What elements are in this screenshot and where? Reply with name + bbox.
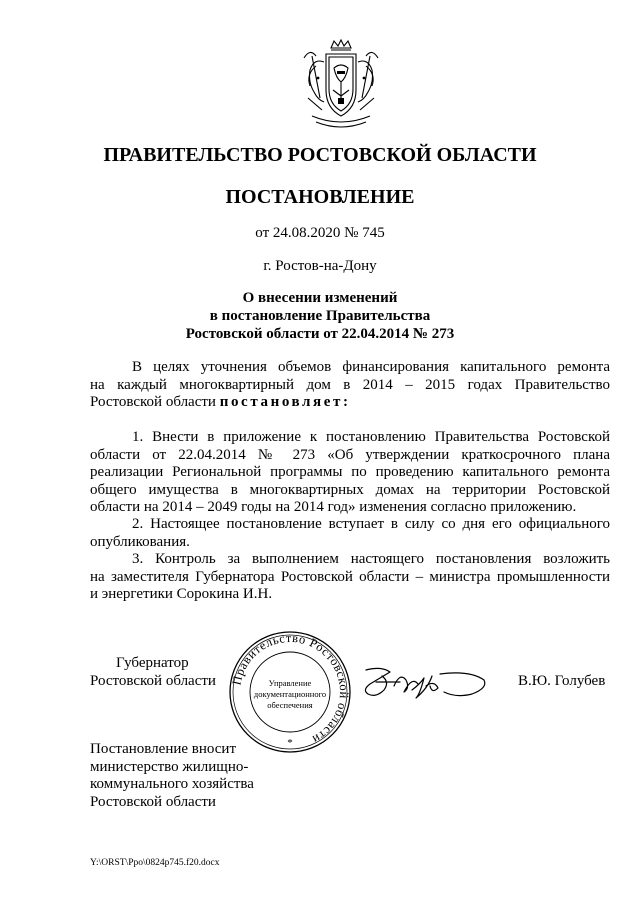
subject-line-1: О внесении изменений bbox=[242, 290, 398, 306]
point-1-line-4: общего имущества в многоквартирных домах на территории Ростовской bbox=[90, 481, 610, 498]
governor-name: В.Ю. Голубев bbox=[518, 673, 606, 689]
preamble-line-3 bbox=[90, 394, 610, 412]
point-3-paragraph bbox=[90, 551, 610, 604]
point-1-line-3: реализации Региональной программы по проведению капитального ремонта bbox=[90, 464, 610, 480]
stamp-center-line-1: Управление bbox=[268, 678, 312, 688]
introduced-by-line-1: Постановление вносит bbox=[90, 741, 237, 757]
government-title: ПРАВИТЕЛЬСТВО РОСТОВСКОЙ ОБЛАСТИ bbox=[103, 144, 537, 166]
point-2-paragraph bbox=[90, 516, 610, 551]
subject-line-2: в постановление Правительства bbox=[209, 308, 431, 324]
point-2-line-1: 2. Настоящее постановление вступает в силу со дня его официального bbox=[132, 516, 610, 532]
document-city: г. Ростов-на-Дону bbox=[263, 258, 377, 274]
document-type: ПОСТАНОВЛЕНИЕ bbox=[225, 186, 415, 208]
handwritten-signature bbox=[360, 664, 492, 704]
point-3-line-2: на заместителя Губернатора Ростовской области – министра промышленности bbox=[90, 568, 610, 585]
introduced-by-line-3: коммунального хозяйства bbox=[90, 776, 254, 792]
stamp-center-line-2: документационного bbox=[253, 689, 327, 699]
point-1-line-5: области на 2014 – 2049 годы на 2014 год» изменения согласно приложению. bbox=[90, 499, 577, 515]
decree-word: постановляет: bbox=[219, 394, 351, 410]
document-date-number: от 24.08.2020 № 745 bbox=[255, 225, 385, 241]
preamble-line-1: В целях уточнения объемов финансирования капитального ремонта bbox=[132, 359, 610, 375]
introduced-by-line-2: министерство жилищно- bbox=[90, 758, 249, 775]
stamp-star: * bbox=[287, 737, 293, 749]
coat-of-arms-emblem bbox=[298, 38, 384, 130]
preamble-line-3-text: Ростовской области bbox=[90, 394, 216, 410]
point-3-line-3: и энергетики Сорокина И.Н. bbox=[90, 586, 273, 602]
point-2-line-2: опубликования. bbox=[90, 533, 190, 550]
preamble-line-2: на каждый многоквартирный дом в 2014 – 2015 годах Правительство bbox=[90, 376, 610, 393]
stamp-ring-textpath: Правительство Ростовской области bbox=[229, 630, 352, 747]
point-1-line-1: 1. Внести в приложение к постановлению Правительства Ростовской bbox=[132, 429, 610, 445]
document-subject bbox=[0, 289, 640, 343]
introduced-by-line-4: Ростовской области bbox=[90, 793, 216, 810]
file-path-footer: Y:\ORST\Ppo\0824p745.f20.docx bbox=[90, 858, 220, 868]
preamble-paragraph bbox=[90, 359, 610, 412]
point-1-line-2: области от 22.04.2014 № 273 «Об утверждении краткосрочного плана bbox=[90, 446, 610, 463]
point-3-line-1: 3. Контроль за выполнением настоящего постановления возложить bbox=[132, 551, 610, 567]
official-stamp bbox=[228, 630, 352, 754]
stamp-center-line-3: обеспечения bbox=[267, 700, 313, 710]
introduced-by-block bbox=[90, 741, 290, 811]
point-1-paragraph bbox=[90, 429, 610, 517]
subject-line-3: Ростовской области от 22.04.2014 № 273 bbox=[185, 326, 455, 342]
governor-position-line-1: Губернатор bbox=[116, 655, 189, 671]
governor-position-line-2: Ростовской области bbox=[90, 673, 216, 689]
governor-position bbox=[90, 654, 216, 690]
